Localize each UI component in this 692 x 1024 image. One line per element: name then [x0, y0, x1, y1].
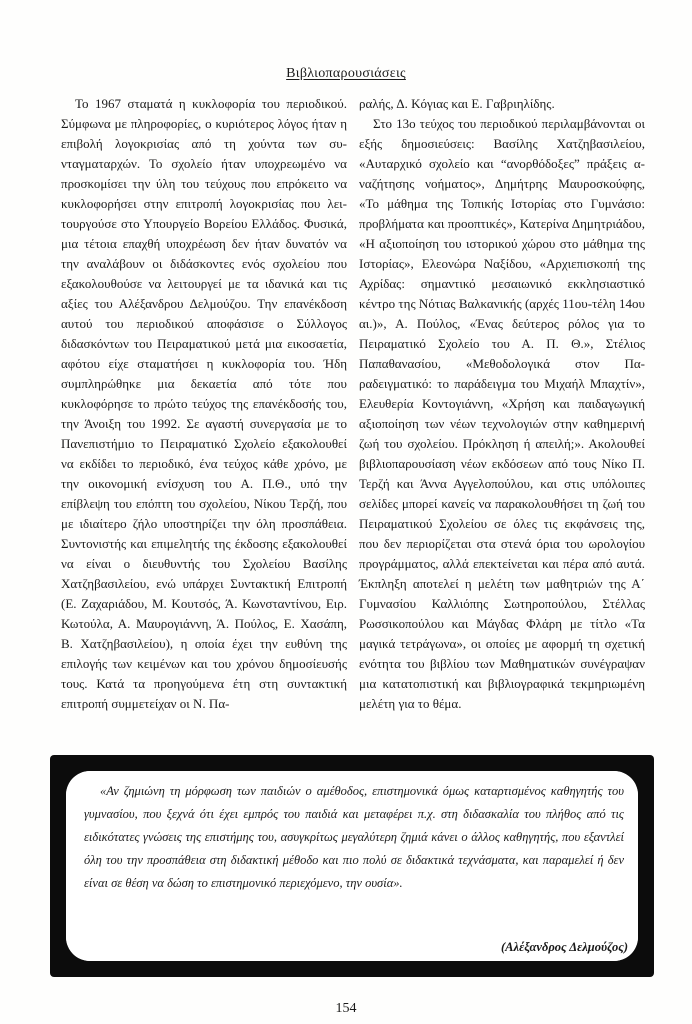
- right-text-column: [359, 94, 645, 714]
- quote-body: [84, 780, 624, 895]
- right-paragraph-continuation: ραλής, Δ. Κόγιας και Ε. Γαβριηλίδης.: [359, 96, 555, 111]
- quote-author: (Αλέξανδρος Δελμούζος): [501, 940, 628, 954]
- section-header: [0, 66, 692, 82]
- left-paragraph: Το 1967 σταματά η κυκλοφορία του περιοδικού. Σύμφωνα με πληροφορίες, ο κυριότερος λόγος ήταν η επιβολή λογοκρισίας από τη χούντα των συνταγματαρχών. Το σχολείο ήταν υποχρεωμένο να προσκομίσει την ύλη του τεύχους που επρόκειτο να κυκλοφορήσει στην επιτροπή λογοκρισίας που λειτουργούσε στο Υπουργείο Βορείου Ελλάδος. Φυσικά, μια τέτοια επαχθή υποχρέωση δεν ήταν δυνατόν να την αναλάβουν οι διδάσκοντες ενός σχολείου που εξακολουθούσε να λειτουργεί με τα ιδανικά και τις αξίες του Αλέξανδρου Δελμούζου. Την επανέκδοση αυτού του περιοδικού αποφάσισε ο Σύλλογος διδασκόντων του Πειραματικού μετά μια εικοσαετία, αφότου είχε σταματήσει η κυκλοφορία του. Ήδη συμπληρώθηκε μια δεκαετία από τότε που κυκλοφόρησε το πρώτο τεύχος της επανέκδοσής του, την Άνοιξη του 1992. Σε αγαστή συνεργασία με το Πανεπιστήμιο το Πειραματικό Σχολείο εξακολουθεί να εκδίδει το περιοδικό, ένα τεύχος κάθε χρόνο, με την οικονομική ενίσχυση του Α. Π.Θ., υπό την επίβλεψη του επόπτη του σχολείου, Νίκου Τερζή, που με ιδιαίτερο ζήλο υποστηρίζει την όλη προσπάθεια. Συντονιστής και επιμελητής της έκδοσης εξακολουθεί να είναι ο διευθυντής του Σχολείου Βασίλης Χατζηβασιλείου, ενώ υπάρχει Συντακτική Επιτροπή (Ε. Ζαχαριάδου, Μ. Κουτσός, Ά. Κωνσταντίνου, Ειρ. Κωτούλα, Α. Μαυρογιάννη, Ά. Πούλος, Ε. Χασάπη, Β. Χατζηβασιλείου), η οποία έχει την ευθύνη της επιλογής των κειμένων και του χρόνου δημοσίευσής τους. Κατά τα προηγούμενα έτη στη συντακτική επιτροπή συμμετείχαν οι Ν. Πα-: [61, 96, 347, 711]
- right-paragraph: Στο 13ο τεύχος του περιοδικού περιλαμβάνονται οι εξής δημοσιεύσεις: Βασίλης Χατζηβασιλείου, «Αυταρχικό σχολείο και “ανορθόδοξες” πράξεις αναζήτησης νοήματος», Δημήτρης Μαυροσκούφης, «Το μάθημα της Τοπικής Ιστορίας στο Γυμνάσιο: προβλήματα και προοπτικές», Κατερίνα Δημητριάδου, «Η αξιοποίηση του ιστορικού χώρου στο μάθημα της Ιστορίας», Ελεονώρα Ναξίδου, «Αρχιεπισκοπή της Αχρίδας: σημαντικό μεσαιωνικό εκκλησιαστικό κέντρο της Νότιας Βαλκανικής (αρχές 11ου-τέλη 14ου αι.)», Α. Πούλος, «Ένας δεύτερος ρόλος για το Πειραματικό Σχολείο του Α. Π. Θ.», Στέλιος Παπαθανασίου, «Μεθοδολογικά στον Παραδειγματικό: το παράδειγμα του Μιχαήλ Μπαχτίν», Ελευθερία Κοντογιάννη, «Χρήση και παιδαγωγική αξιοποίηση των νέων τεχνολογιών στην καθημερινή ζωή του σχολείου. Πρόκληση ή απειλή;». Ακολουθεί βιβλιοπαρουσίαση νέων εκδόσεων από τους Νίκο Π. Τερζή και Άννα Αγγελοπούλου, και στις υπόλοιπες σελίδες μπορεί κανείς να παρακολουθήσει τη ζωή του Πειραματικού Σχολείου σε όλες τις εκφάνσεις της, που δεν περιορίζεται στα στενά όρια του ωρολογίου προγράμματος, αλλά επεκτείνεται και πέρα από αυτά. Έκπληξη αποτελεί η μελέτη των μαθητριών της Α΄ Γυμνασίου Καλλιόπης Σωτηροπούλου, Στέλλας Ρωσσικοπούλου και Μάγδας Φλάρη με τίτλο «Τα μαγικά τετράγωνα», οι οποίες με αφορμή τη σχετική ενότητα του βιβλίου των Μαθηματικών συνέγραψαν μια κατατοπιστική και βιβλιογραφικά τεκμηριωμένη μελέτη για το θέμα.: [359, 116, 645, 711]
- page-number: 154: [335, 1001, 357, 1016]
- quote-text: «Αν ζημιώνη τη μόρφωση των παιδιών ο αμέθοδος, επιστημονικά όμως καταρτισμένος καθηγητής του γυμνασίου, που ξεχνά ότι έχει εμπρός του παιδιά και μεταφέρει π.χ. στη διδασκαλία του πλήθος από τις ειδικότατες γνώσεις της επιστήμης του, ασυγκρίτως μεγαλύτερη ζημιά κάνει ο άλλος καθηγητής, που εξαντλεί όλη του την προσπάθεια στη διδακτική μέθοδο και πιο πολύ σε διδακτικά τεχνάσματα, και παραμελεί ή δεν είναι σε θέση να δώση το επιστημονικό περιεχόμενο, την ουσία».: [84, 784, 624, 890]
- left-text-column: [61, 94, 347, 714]
- section-title: Βιβλιοπαρουσιάσεις: [286, 66, 406, 81]
